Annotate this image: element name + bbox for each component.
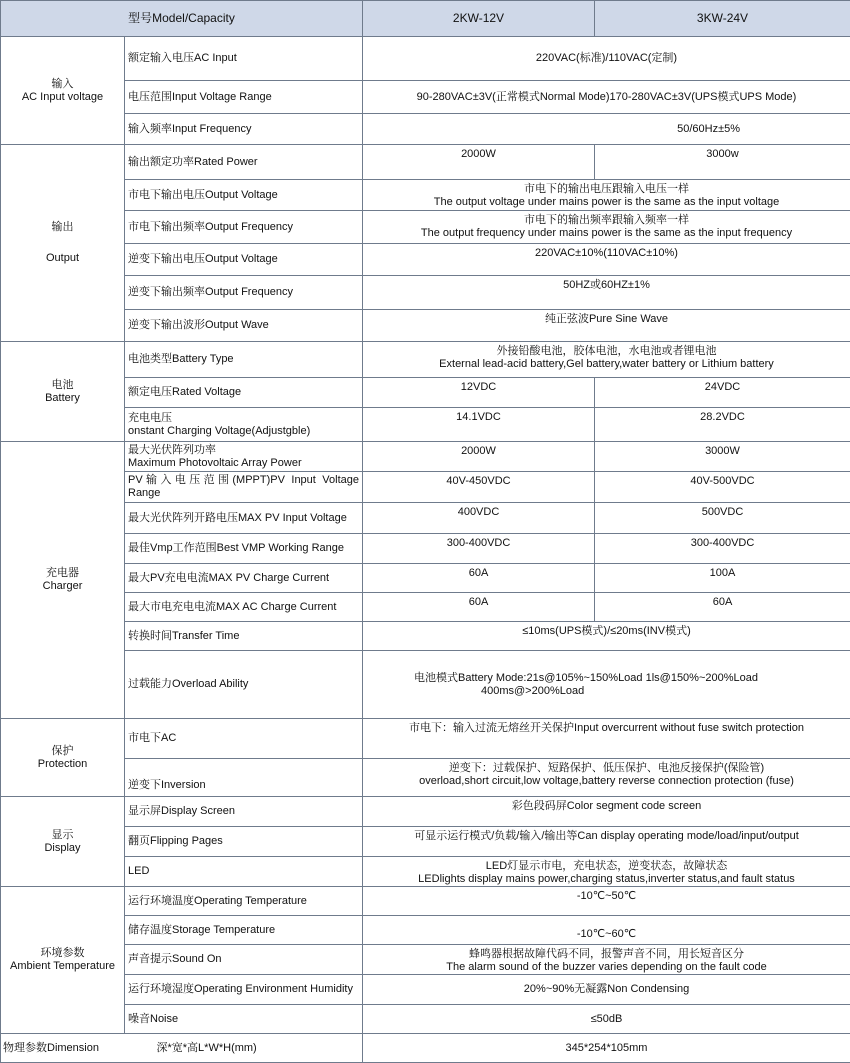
row-label: 运行环境温度Operating Temperature: [125, 887, 363, 916]
header-model: 型号Model/Capacity: [1, 1, 363, 37]
row-value: 蜂鸣器根据故障代码不同，报警声音不同，用长短音区分 The alarm sound of the buzzer varies depending on the fault code: [363, 945, 850, 975]
row-label: PV输入电压范围(MPPT)PV Input Voltage Range: [125, 472, 363, 503]
category-dimension: 物理参数Dimension: [1, 1034, 125, 1063]
display-led-row: [1, 857, 850, 887]
row-label: 过载能力Overload Ability: [125, 651, 363, 719]
row-value: 90-280VAC±3V(正常模式Normal Mode)170-280VAC±3V(UPS模式UPS Mode): [363, 81, 850, 114]
row-label: 储存温度Storage Temperature: [125, 916, 363, 945]
value-b: 500VDC: [595, 503, 850, 534]
row-label: 市电下输出电压Output Voltage: [125, 180, 363, 211]
transfer-row: [1, 622, 850, 651]
protection-ac-row: [1, 719, 850, 759]
row-label: 最大市电充电电流MAX AC Charge Current: [125, 593, 363, 622]
row-value: 电池模式Battery Mode:21s@105%~150%Load 1ls@150%~200%Load 400ms@>200%Load: [363, 651, 850, 719]
humidity-row: [1, 975, 850, 1005]
row-value: 可显示运行模式/负载/输入/输出等Can display operating mode/load/input/output: [363, 827, 850, 857]
battery-type-row: [1, 342, 850, 378]
row-value: 220VAC±10%(110VAC±10%): [363, 244, 850, 276]
row-label: 市电下输出频率Output Frequency: [125, 211, 363, 244]
pv-current-row: [1, 564, 850, 593]
row-label: 输出额定功率Rated Power: [125, 145, 363, 180]
row-label: 市电下AC: [125, 719, 363, 759]
row-label: 转换时间Transfer Time: [125, 622, 363, 651]
display-pages-row: [1, 827, 850, 857]
row-label: 噪音Noise: [125, 1005, 363, 1034]
row-label: 深*宽*高L*W*H(mm): [125, 1034, 363, 1063]
row-label: 逆变下Inversion: [125, 759, 363, 797]
sound-row: [1, 945, 850, 975]
noise-row: [1, 1005, 850, 1034]
row-label: 最佳Vmp工作范围Best VMP Working Range: [125, 534, 363, 564]
row-label: 显示屏Display Screen: [125, 797, 363, 827]
battery-rated-row: [1, 378, 850, 408]
output-frequency-row: [1, 211, 850, 244]
row-label: 运行环境湿度Operating Environment Humidity: [125, 975, 363, 1005]
row-value: ≤10ms(UPS模式)/≤20ms(INV模式): [363, 622, 850, 651]
battery-charging-row: [1, 408, 850, 442]
category-charger: 充电器 Charger: [1, 442, 125, 719]
row-label: 额定电压Rated Voltage: [125, 378, 363, 408]
inverter-frequency-row: [1, 276, 850, 310]
value-b: 40V-500VDC: [595, 472, 850, 503]
row-label: LED: [125, 857, 363, 887]
row-label: 最大光伏阵列功率 Maximum Photovoltaic Array Power: [125, 442, 363, 472]
input-ac-row: [1, 37, 850, 81]
value-a: 2000W: [363, 442, 595, 472]
row-label: 电压范围Input Voltage Range: [125, 81, 363, 114]
value-b: 60A: [595, 593, 850, 622]
operating-temp-row: [1, 887, 850, 916]
display-screen-row: [1, 797, 850, 827]
value-a: 40V-450VDC: [363, 472, 595, 503]
value-b: 28.2VDC: [595, 408, 850, 442]
pv-max-row: [1, 503, 850, 534]
value-b: 3000w: [595, 145, 850, 180]
value-a: 2000W: [363, 145, 595, 180]
row-value: 市电下：输入过流无熔丝开关保护Input overcurrent without fuse switch protection: [363, 719, 850, 759]
pv-range-row: [1, 472, 850, 503]
row-value: 市电下的输出电压跟输入电压一样 The output voltage under mains power is the same as the input voltage: [363, 180, 850, 211]
pv-power-row: [1, 442, 850, 472]
row-value: -10℃~50℃: [363, 887, 850, 916]
value-b: 300-400VDC: [595, 534, 850, 564]
header-col-b: 3KW-24V: [595, 1, 850, 37]
row-label: 逆变下输出波形Output Wave: [125, 310, 363, 342]
dimension-row: [1, 1034, 850, 1063]
inverter-voltage-row: [1, 244, 850, 276]
output-power-row: [1, 145, 850, 180]
row-value: ≤50dB: [363, 1005, 850, 1034]
value-b: 100A: [595, 564, 850, 593]
header-col-a: 2KW-12V: [363, 1, 595, 37]
row-label: 声音提示Sound On: [125, 945, 363, 975]
value-b: 3000W: [595, 442, 850, 472]
row-value: 50/60Hz±5%: [363, 114, 850, 145]
row-label: 翻页Flipping Pages: [125, 827, 363, 857]
row-value: 20%~90%无凝露Non Condensing: [363, 975, 850, 1005]
row-value: 彩色段码屏Color segment code screen: [363, 797, 850, 827]
value-a: 300-400VDC: [363, 534, 595, 564]
value-a: 12VDC: [363, 378, 595, 408]
row-label: 电池类型Battery Type: [125, 342, 363, 378]
storage-temp-row: [1, 916, 850, 945]
output-voltage-row: [1, 180, 850, 211]
input-range-row: [1, 81, 850, 114]
vmp-row: [1, 534, 850, 564]
category-input: 输入 AC Input voltage: [1, 37, 125, 145]
row-value: 50HZ或60HZ±1%: [363, 276, 850, 310]
row-value: 纯正弦波Pure Sine Wave: [363, 310, 850, 342]
row-value: 外接铅酸电池，胶体电池，水电池或者锂电池 External lead-acid battery,Gel battery,water battery or Lithium battery: [363, 342, 850, 378]
row-value: 市电下的输出频率跟输入频率一样 The output frequency under mains power is the same as the input frequency: [363, 211, 850, 244]
row-value: 220VAC(标准)/110VAC(定制): [363, 37, 850, 81]
value-b: 24VDC: [595, 378, 850, 408]
category-battery: 电池 Battery: [1, 342, 125, 442]
ac-current-row: [1, 593, 850, 622]
row-label: 最大光伏阵列开路电压MAX PV Input Voltage: [125, 503, 363, 534]
category-output: 输出 Output: [1, 145, 125, 342]
row-label: 最大PV充电电流MAX PV Charge Current: [125, 564, 363, 593]
row-label: 逆变下输出频率Output Frequency: [125, 276, 363, 310]
row-value: -10℃~60℃: [363, 916, 850, 945]
row-label: 逆变下输出电压Output Voltage: [125, 244, 363, 276]
row-label: 输入频率Input Frequency: [125, 114, 363, 145]
value-a: 60A: [363, 593, 595, 622]
value-a: 400VDC: [363, 503, 595, 534]
row-label: 额定输入电压AC Input: [125, 37, 363, 81]
row-value: 逆变下：过载保护、短路保护、低压保护、电池反接保护(保险管) overload,short circuit,low voltage,battery reverse connection protection (fuse): [363, 759, 850, 797]
inverter-wave-row: [1, 310, 850, 342]
category-protection: 保护 Protection: [1, 719, 125, 797]
value-a: 60A: [363, 564, 595, 593]
row-value: 345*254*105mm: [363, 1034, 850, 1063]
row-value: LED灯显示市电，充电状态，逆变状态，故障状态 LEDlights display mains power,charging status,inverter status,and fault status: [363, 857, 850, 887]
category-display: 显示 Display: [1, 797, 125, 887]
protection-inversion-row: [1, 759, 850, 797]
category-ambient: 环境参数 Ambient Temperature: [1, 887, 125, 1034]
overload-row: [1, 651, 850, 719]
row-label: 充电电压 onstant Charging Voltage(Adjustgble): [125, 408, 363, 442]
header-row: [1, 1, 850, 37]
input-frequency-row: [1, 114, 850, 145]
value-a: 14.1VDC: [363, 408, 595, 442]
